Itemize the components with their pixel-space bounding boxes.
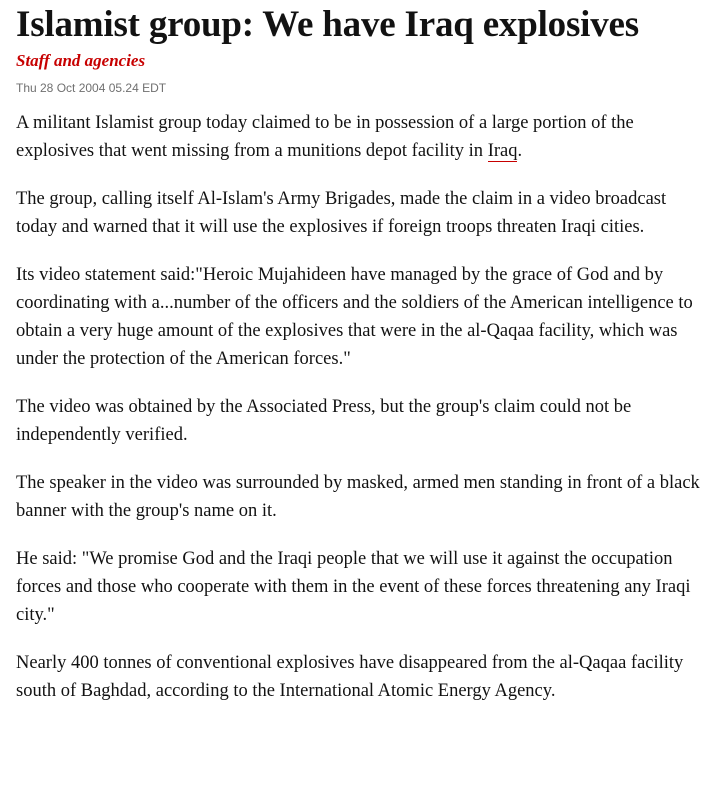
iraq-link[interactable]: Iraq [487,141,518,161]
byline: Staff and agencies [16,51,146,70]
paragraph-4: The video was obtained by the Associated Press, but the group's claim could not be independently verified. [16,397,632,445]
paragraph-2: The group, calling itself Al-Islam's Army Brigades, made the claim in a video broadcast today and warned that it will use the explosives if foreign troops threaten Iraqi cities. [16,189,667,237]
paragraph-1-tail: . [517,141,523,161]
paragraph-7: Nearly 400 tonnes of conventional explosives have disappeared from the al-Qaqaa facility south of Baghdad, according to the International Atomic Energy Agency. [16,653,684,701]
paragraph-1-lead: A militant Islamist group today claimed to be in possession of a large portion of the explosives that went missing from a munitions depot facility in [16,113,634,161]
page-title: Islamist group: We have Iraq explosives [16,4,639,45]
paragraph-6: He said: "We promise God and the Iraqi people that we will use it against the occupation forces and those who cooperate with them in the event of these forces threatening any Iraqi city." [16,549,691,625]
paragraph-1 [16,109,706,165]
paragraph-3: Its video statement said:"Heroic Mujahideen have managed by the grace of God and by coordinating with a...number of the officers and the soldiers of the American intelligence to obtain a very huge amount of the explosives that were in the al-Qaqaa facility, which was under the protection of the American forces." [16,265,693,369]
article-body [16,109,706,705]
paragraph-5: The speaker in the video was surrounded by masked, armed men standing in front of a black banner with the group's name on it. [16,473,700,521]
publish-timestamp: Thu 28 Oct 2004 05.24 EDT [16,81,167,95]
